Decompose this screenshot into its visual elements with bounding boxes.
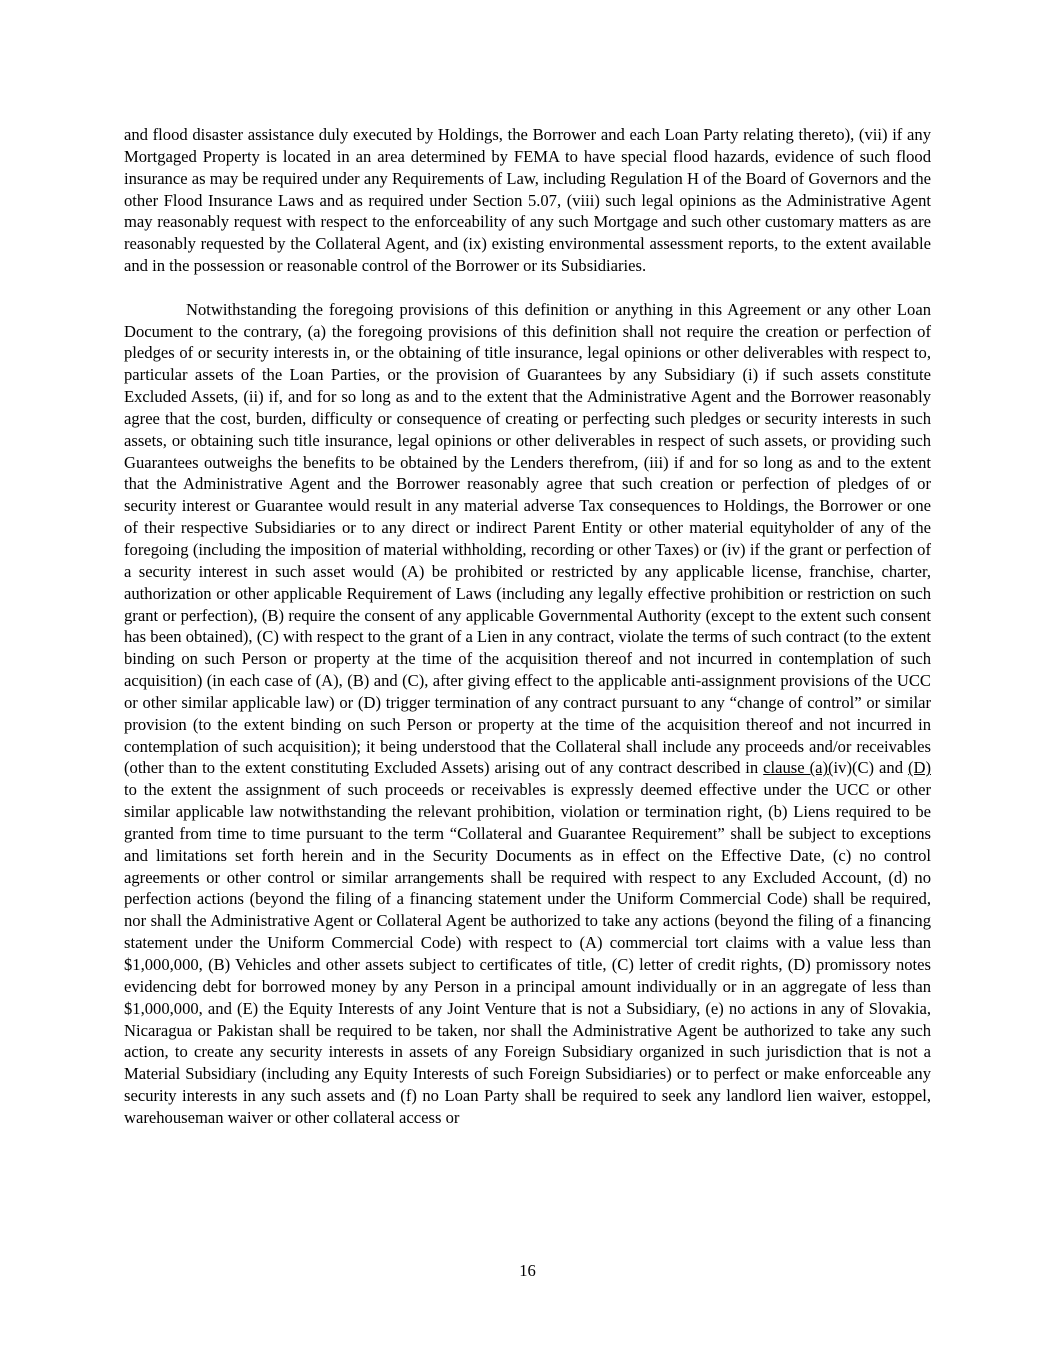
clause-reference-iv-c: iv)(C) and [833,758,908,778]
document-body [124,124,931,1129]
page-number: 16 [519,1261,536,1280]
paragraph-notwithstanding [124,299,931,1129]
paragraph-flood-insurance: and flood disaster assistance duly executed by Holdings, the Borrower and each Loan Party relating thereto), (vii) if any Mortgaged Property is located in an area determined by FEMA to have special flood hazards, evidence of such flood insurance as may be required under any Requirements of Law, including Regulation H of the Board of Governors and the other Flood Insurance Laws and as required under Section 5.07, (viii) such legal opinions as the Administrative Agent may reasonably request with respect to the enforceability of any such Mortgage and such other customary matters as are reasonably requested by the Collateral Agent, and (ix) existing environmental assessment reports, to the extent available and in the possession or reasonable control of the Borrower or its Subsidiaries. [124,125,931,276]
clause-reference-d: (D) [907,758,931,778]
paragraph-text-before-clause: Notwithstanding the foregoing provisions of this definition or anything in this Agreement or any other Loan Document to the contrary, (a) the foregoing provisions of this definition shall not require the creation or perfection of pledges of or security interests in, or the obtaining of title insurance, legal opinions or other deliverables with respect to, particular assets of the Loan Parties, or the provision of Guarantees by any Subsidiary (i) if such assets constitute Excluded Assets, (ii) if, and for so long as and to the extent that the Administrative Agent and the Borrower reasonably agree that the cost, burden, difficulty or consequence of creating or perfecting such pledges or security interests in such assets, or obtaining such title insurance, legal opinions or other deliverables in respect of such assets, or providing such Guarantees outweighs the benefits to be obtained by the Lenders therefrom, (iii) if and for so long as and to the extent that the Administrative Agent and the Borrower reasonably agree that such creation or perfection of pledges of or security interest or Guarantee would result in any material adverse Tax consequences to Holdings, the Borrower or one of their respective Subsidiaries or to any direct or indirect Parent Entity or other material equityholder of any of the foregoing (including the imposition of material withholding, recording or other Taxes) or (iv) if the grant or perfection of a security interest in such asset would (A) be prohibited or restricted by any applicable license, franchise, charter, authorization or other applicable Requirement of Laws (including any legally effective prohibition or restriction on such grant or perfection), (B) require the consent of any applicable Governmental Authority (except to the extent such consent has been obtained), (C) with respect to the grant of a Lien in any contract, violate the terms of such contract (to the extent binding on such Person or property at the time of the acquisition thereof and not incurred in contemplation of such acquisition) (in each case of (A), (B) and (C), after giving effect to the applicable anti-assignment provisions of the UCC or other similar applicable law) or (D) trigger termination of any contract pursuant to any “change of control” or similar provision (to the extent binding on such Person or property at the time of the acquisition thereof and not incurred in contemplation of such acquisition); it being understood that the Collateral shall include any proceeds and/or receivables (other than to the extent constituting Excluded Assets) arising out of any contract described in [124,299,931,778]
paragraph-text-after-clause: to the extent the assignment of such proceeds or receivables is expressly deemed effective under the UCC or other similar applicable law notwithstanding the relevant prohibition, violation or termination right, (b) Liens required to be granted from time to time pursuant to the term “Collateral and Guarantee Requirement” shall be subject to exceptions and limitations set forth herein and in the Security Documents as in effect on the Effective Date, (c) no control agreements or other control or similar arrangements shall be required with respect to any Excluded Account, (d) no perfection actions (beyond the filing of a financing statement under the Uniform Commercial Code) shall be required, nor shall the Administrative Agent or Collateral Agent be authorized to take any actions (beyond the filing of a financing statement under the Uniform Commercial Code) with respect to (A) commercial tort claims with a value less than $1,000,000, (B) Vehicles and other assets subject to certificates of title, (C) letter of credit rights, (D) promissory notes evidencing debt for borrowed money by any Person in a principal amount individually or in an aggregate of less than $1,000,000, and (E) the Equity Interests of any Joint Venture that is not a Subsidiary, (e) no actions in any of Slovakia, Nicaragua or Pakistan shall be required to be taken, nor shall the Administrative Agent be authorized to take any such action, to create any security interests in assets of any Foreign Subsidiary organized in such jurisdiction that is not a Material Subsidiary (including any Equity Interests of such Foreign Subsidiaries) or to perfect or make enforceable any security interests in any such assets and (f) no Loan Party shall be required to seek any landlord lien waiver, estoppel, warehouseman waiver or other collateral access or [124,780,931,1127]
clause-reference-a: clause (a)( [763,758,834,778]
